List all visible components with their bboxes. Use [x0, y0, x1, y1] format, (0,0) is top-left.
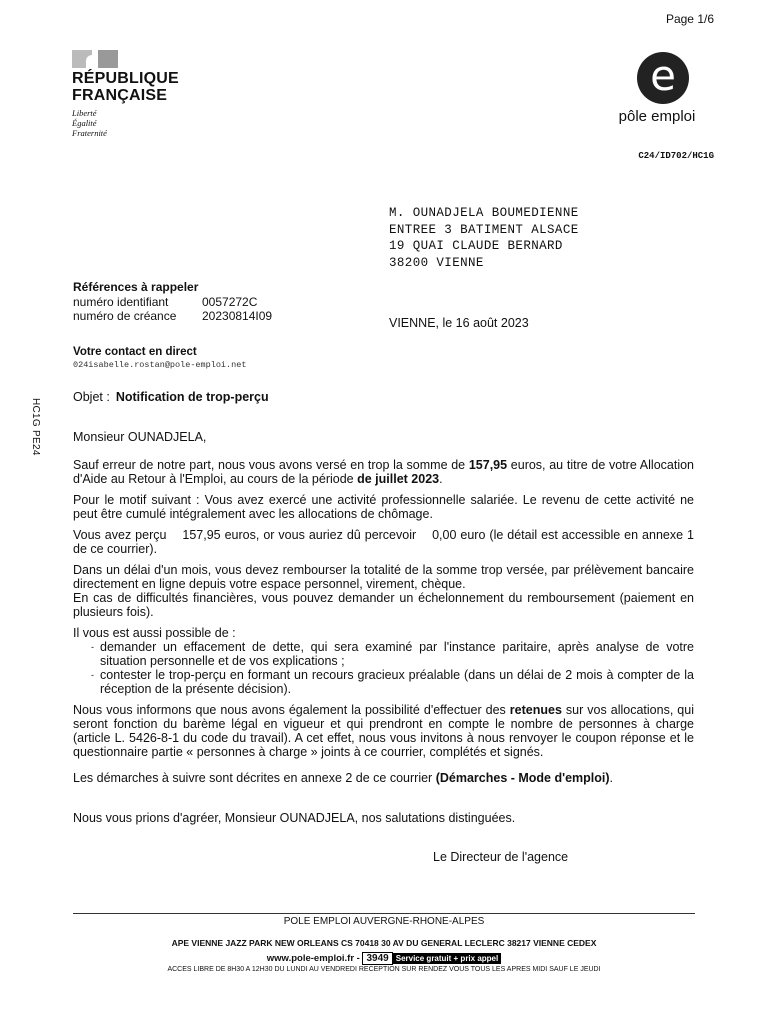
- address-line: 19 QUAI CLAUDE BERNARD: [389, 239, 563, 253]
- address-line: 38200 VIENNE: [389, 255, 484, 270]
- motto-liberte: Liberté: [72, 108, 97, 118]
- references-title: Références à rappeler: [73, 280, 199, 294]
- contact-email[interactable]: 024isabelle.rostan@pole-emploi.net: [73, 360, 247, 370]
- pole-emploi-logo: [618, 51, 698, 125]
- side-codes: HC1G PE24: [30, 398, 41, 456]
- creance-label: numéro de créance: [73, 309, 177, 323]
- reference-code: C24/ID702/HC1G: [638, 151, 714, 161]
- footer-address: APE VIENNE JAZZ PARK NEW ORLEANS CS 70418 30 AV DU GENERAL LECLERC 38217 VIENNE CEDEX: [171, 938, 597, 948]
- letter-date: VIENNE, le 16 août 2023: [389, 316, 529, 330]
- references-block: [73, 280, 272, 324]
- list-item: - contester le trop-perçu en formant un recours gracieux préalable (dans un délai de 2 mois à compter de la réception de la présente décision).: [73, 668, 694, 696]
- paragraph-demarches: Les démarches à suivre sont décrites en annexe 2 de ce courrier (Démarches - Mode d'emploi).: [73, 771, 614, 785]
- paragraph-repayment: Dans un délai d'un mois, vous devez rembourser la totalité de la somme trop versée, par prélèvement bancaire directement en ligne depuis votre espace personnel, virement, chèque.: [73, 563, 694, 591]
- footer-website[interactable]: www.pole-emploi.fr -: [266, 953, 360, 964]
- signature: Le Directeur de l'agence: [433, 850, 569, 864]
- subject-label: Objet :: [73, 390, 110, 404]
- footer-phone: 3949: [362, 952, 392, 965]
- closing: Nous vous prions d'agréer, Monsieur OUNADJELA, nos salutations distinguées.: [73, 811, 516, 825]
- marianne-flag-icon: [72, 50, 118, 68]
- footer-region: POLE EMPLOI AUVERGNE-RHONE-ALPES: [283, 916, 485, 927]
- salutation: Monsieur OUNADJELA,: [73, 430, 207, 444]
- footer-service-note: Service gratuit + prix appel: [393, 953, 501, 964]
- recipient-address: [389, 205, 579, 271]
- address-line: ENTREE 3 BATIMENT ALSACE: [389, 222, 579, 237]
- paragraph-options: Il vous est aussi possible de :: [73, 626, 236, 640]
- paragraph-reason: Pour le motif suivant : Vous avez exercé une activité professionnelle salariée. Le revenu de cette activité ne peut être cumulé intégralement avec les allocations de chômage.: [73, 493, 694, 521]
- rf-line1: RÉPUBLIQUE: [72, 70, 179, 87]
- address-line: M. OUNADJELA BOUMEDIENNE: [389, 206, 579, 220]
- paragraph-received: Vous avez perçu 157,95 euros, or vous auriez dû percevoir 0,00 euro (le détail est accessible en annexe 1 de ce courrier).: [73, 528, 698, 556]
- subject-value: Notification de trop-perçu: [115, 390, 269, 404]
- id-label: numéro identifiant: [73, 294, 169, 309]
- pole-emploi-text: pôle emploi: [618, 108, 696, 125]
- letter-subject: [73, 390, 269, 404]
- footer-hours: ACCES LIBRE DE 8H30 A 12H30 DU LUNDI AU VENDREDI RECEPTION SUR RENDEZ VOUS TOUS LES APRES MIDI SAUF LE JEUDI: [167, 966, 601, 973]
- pole-emploi-circle-icon: e: [637, 52, 689, 104]
- page-number: Page 1/6: [665, 12, 714, 26]
- footer-contact: [73, 952, 695, 965]
- rf-motto: [72, 108, 179, 138]
- creance-value: 20230814I09: [202, 309, 273, 323]
- id-value: 0057272C: [202, 294, 258, 309]
- paragraph-amount: Sauf erreur de notre part, nous vous avons versé en trop la somme de 157,95 euros, au titre de votre Allocation d'Aide au Retour à l'Emploi, au cours de la période de juillet 2023.: [73, 458, 694, 486]
- paragraph-retenues: Nous vous informons que nous avons également la possibilité d'effectuer des retenues sur vos allocations, qui seront fonction du barème légal en vigueur et qui prendront en compte le nombre de personnes à charge (article L. 5426-8-1 du code du travail). A cet effet, nous vous invitons à nous renvoyer le coupon réponse et le questionnaire partie « personnes à charge » joints à ce courrier, complétés et signés.: [73, 703, 694, 759]
- letter-body: [73, 430, 698, 832]
- list-item: - demander un effacement de dette, qui sera examiné par l'instance paritaire, après analyse de votre situation personnelle et de vos explications ;: [73, 640, 694, 668]
- motto-fraternite: Fraternité: [72, 128, 107, 138]
- contact-block: [73, 346, 246, 370]
- footer-divider: [73, 913, 695, 914]
- rf-line2: FRANÇAISE: [72, 87, 168, 104]
- options-list: [73, 640, 694, 696]
- republique-francaise-logo: [72, 50, 179, 138]
- paragraph-installments: En cas de difficultés financières, vous pouvez demander un échelonnement du remboursement (paiement en plusieurs fois).: [73, 591, 694, 619]
- motto-egalite: Égalité: [72, 118, 97, 128]
- contact-title: Votre contact en direct: [73, 346, 197, 358]
